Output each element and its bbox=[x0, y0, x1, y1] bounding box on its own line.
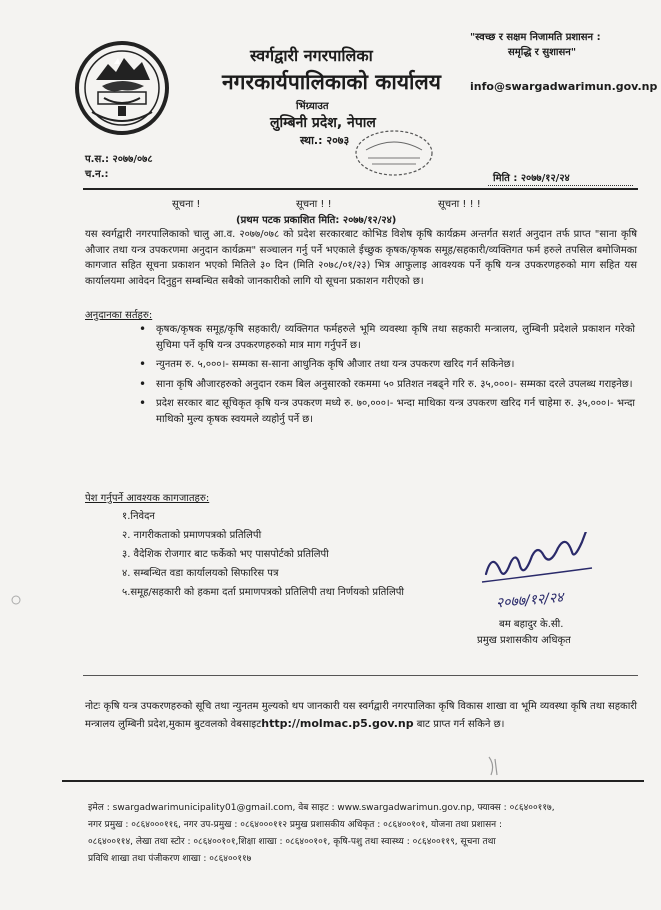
conditions-title: अनुदानका सर्तहरु: bbox=[85, 310, 153, 321]
signatory-title: प्रमुख प्रशासकीय अधिकृत bbox=[477, 635, 571, 646]
conditions-list bbox=[135, 322, 635, 432]
footer-line-4: प्रविधि शाखा तथा पंजीकरण शाखा : ०८६४००११७ bbox=[88, 854, 252, 864]
website-link[interactable]: http://molmac.p5.gov.np bbox=[261, 717, 414, 730]
letter-number: प.स.: २०७७/०७८ bbox=[85, 154, 153, 165]
location-line-2: लुम्बिनी प्रदेश, नेपाल bbox=[270, 115, 376, 131]
margin-mark bbox=[10, 594, 22, 606]
footer-contacts bbox=[88, 800, 643, 868]
document-item: ५.समूह/सहकारी को हकमा दर्ता प्रमाणपत्रको प्रतिलिपी तथा निर्णयको प्रतिलिपी bbox=[122, 587, 404, 598]
note-text-end: बाट प्राप्त गर्न सकिने छ। bbox=[413, 719, 505, 730]
document-item: १.निवेदन bbox=[122, 511, 155, 522]
note-text: नोटः कृषि यन्त्र उपकरणहरुको सूचि तथा न्युनतम मुल्यको थप जानकारी यस स्वर्गद्वारी नगरपालिका कृषि विकास शाखा वा भूमि व्यवस्था कृषि तथा सहकारी मन्त्रालय लुम्बिनी प्रदेश,मुकाम बुटवलको वेबसाइट bbox=[85, 701, 637, 730]
dispatch-number: च.न.: bbox=[85, 169, 109, 180]
notice-body: यस स्वर्गद्वारी नगरपालिकाको चालु आ.व. २०७७/०७८ को प्रदेश सरकारबाट कोभिड विशेष कृषि कार्यक्रम अन्तर्गत सशर्त अनुदान तर्फ प्राप्त "साना कृषि औजार तथा यन्त्र उपकरणमा अनुदान कार्यक्रम" सञ्चालन गर्नु पर्ने भएकाले ईच्छुक कृषक/कृषक समूह/सहकारी/व्यक्तिगत फर्म हरुले तपसिल बमोजिमका कागजात सहित सूचना प्रकाशन भएको मितिले ३० दिन (मिति २०७८/०१/२३) भित्र आफुलाइ आवश्यक पर्ने कृषि यन्त्र उपकरणहरुको माग सहित यस कार्यालयमा आवेदन दिनुहुन सम्बन्धित सबैको जानकारीको लागि यो सूचना प्रकाशन गरीएको छ। bbox=[85, 229, 637, 287]
nepal-emblem-logo bbox=[74, 40, 170, 136]
location-line-1: भिंग्र्याउत bbox=[296, 101, 329, 112]
footer-divider bbox=[62, 780, 644, 782]
note-paragraph bbox=[85, 698, 637, 733]
pen-mark bbox=[486, 755, 500, 777]
document-item: ४. सम्बन्धित वडा कार्यालयको सिफारिस पत्र bbox=[122, 568, 279, 579]
documents-list bbox=[122, 507, 404, 602]
office-name: नगरकार्यपालिकाको कार्यालय bbox=[222, 70, 441, 94]
letter-date: मिति : २०७७/१२/२४ bbox=[493, 173, 570, 184]
note-divider bbox=[83, 675, 638, 676]
document-item: २. नागरीकताको प्रमाणपत्रको प्रतिलिपी bbox=[122, 530, 262, 541]
date-underline bbox=[488, 185, 633, 186]
office-email: info@swargadwarimun.gov.np bbox=[470, 80, 658, 93]
notice-heading-3: सूचना ! ! ! bbox=[438, 199, 481, 210]
condition-item: • साना कृषि औजारहरुको अनुदान रकम बिल अनुसारको रकममा ५० प्रतिशत नबढ्ने गरि रु. ३५,०००।- सम्मका दरले उपलब्ध गराइनेछ। bbox=[135, 377, 635, 393]
signatory-block bbox=[477, 617, 612, 649]
signature-date: २०७७/१२/२४ bbox=[495, 589, 565, 612]
footer-line-1: इमेल : swargadwarimunicipality01@gmail.com, वेब साइट : www.swargadwarimun.gov.np, फ्याक्स : ०८६४००११७, bbox=[88, 803, 555, 813]
footer-line-3: ०८६४००११४, लेखा तथा स्टोर : ०८६४००१०१,शिक्षा शाखा : ०८६४००१०१, कृषि-पशु तथा स्वास्थ्य : ०८६४००११९, सूचना तथा bbox=[88, 837, 496, 847]
municipality-name: स्वर्गद्वारी नगरपालिका bbox=[250, 46, 373, 65]
condition-item: • प्रदेश सरकार बाट सूचिकृत कृषि यन्त्र उपकरण मध्ये रु. ७०,०००।- भन्दा माथिका यन्त्र उपकरण खरिद गर्न चाहेमा रु. ३५,०००।- भन्दा माथिको मुल्य कृषक स्वयमले व्यहोर्नु पर्ने छ। bbox=[135, 396, 635, 427]
notice-heading-1: सूचना ! bbox=[172, 199, 201, 210]
condition-item: • कृषक/कृषक समूह/कृषि सहकारी/ व्यक्तिगत फर्महरुले भूमि व्यवस्था कृषि तथा सहकारी मन्त्रालय, लुम्बिनी प्रदेशले प्रकाशन गरेको सुचिमा पर्ने कृषि यन्त्र उपकरणहरुको मात्र माग गर्नुपर्ने छ। bbox=[135, 322, 635, 353]
footer-line-2: नगर प्रमुख : ०८६४०००११६, नगर उप-प्रमुख : ०८६४०००११२ प्रमुख प्रशासकीय अधिकृत : ०८६४००१०१, योजना तथा प्रशासन : bbox=[88, 820, 503, 830]
condition-item: • न्युनतम रु. ५,०००।- सम्मका स-साना आधुनिक कृषि औजार तथा यन्त्र उपकरण खरिद गर्न सकिनेछ। bbox=[135, 357, 635, 373]
documents-title: पेश गर्नुपर्ने आवश्यक कागजातहरु: bbox=[85, 493, 210, 504]
slogan-line-2: समृद्धि र सुशासन" bbox=[508, 47, 577, 58]
document-item: ३. वैदेशिक रोजगार बाट फर्केको भए पासपोर्टको प्रतिलिपी bbox=[122, 549, 329, 560]
established-year: स्था.: २०७३ bbox=[300, 134, 350, 147]
slogan bbox=[470, 30, 630, 60]
header-divider bbox=[83, 188, 638, 190]
slogan-line-1: "स्वच्छ र सक्षम निजामति प्रशासन : bbox=[470, 32, 601, 43]
office-stamp bbox=[352, 128, 436, 178]
reference-block bbox=[85, 152, 153, 182]
signatory-name: बम बहादुर के.सी. bbox=[499, 619, 564, 630]
first-publication-date: (प्रथम पटक प्रकाशित मिति: २०७७/१२/२४) bbox=[236, 215, 397, 226]
handwritten-signature bbox=[456, 532, 616, 622]
notice-heading-2: सूचना ! ! bbox=[296, 199, 332, 210]
